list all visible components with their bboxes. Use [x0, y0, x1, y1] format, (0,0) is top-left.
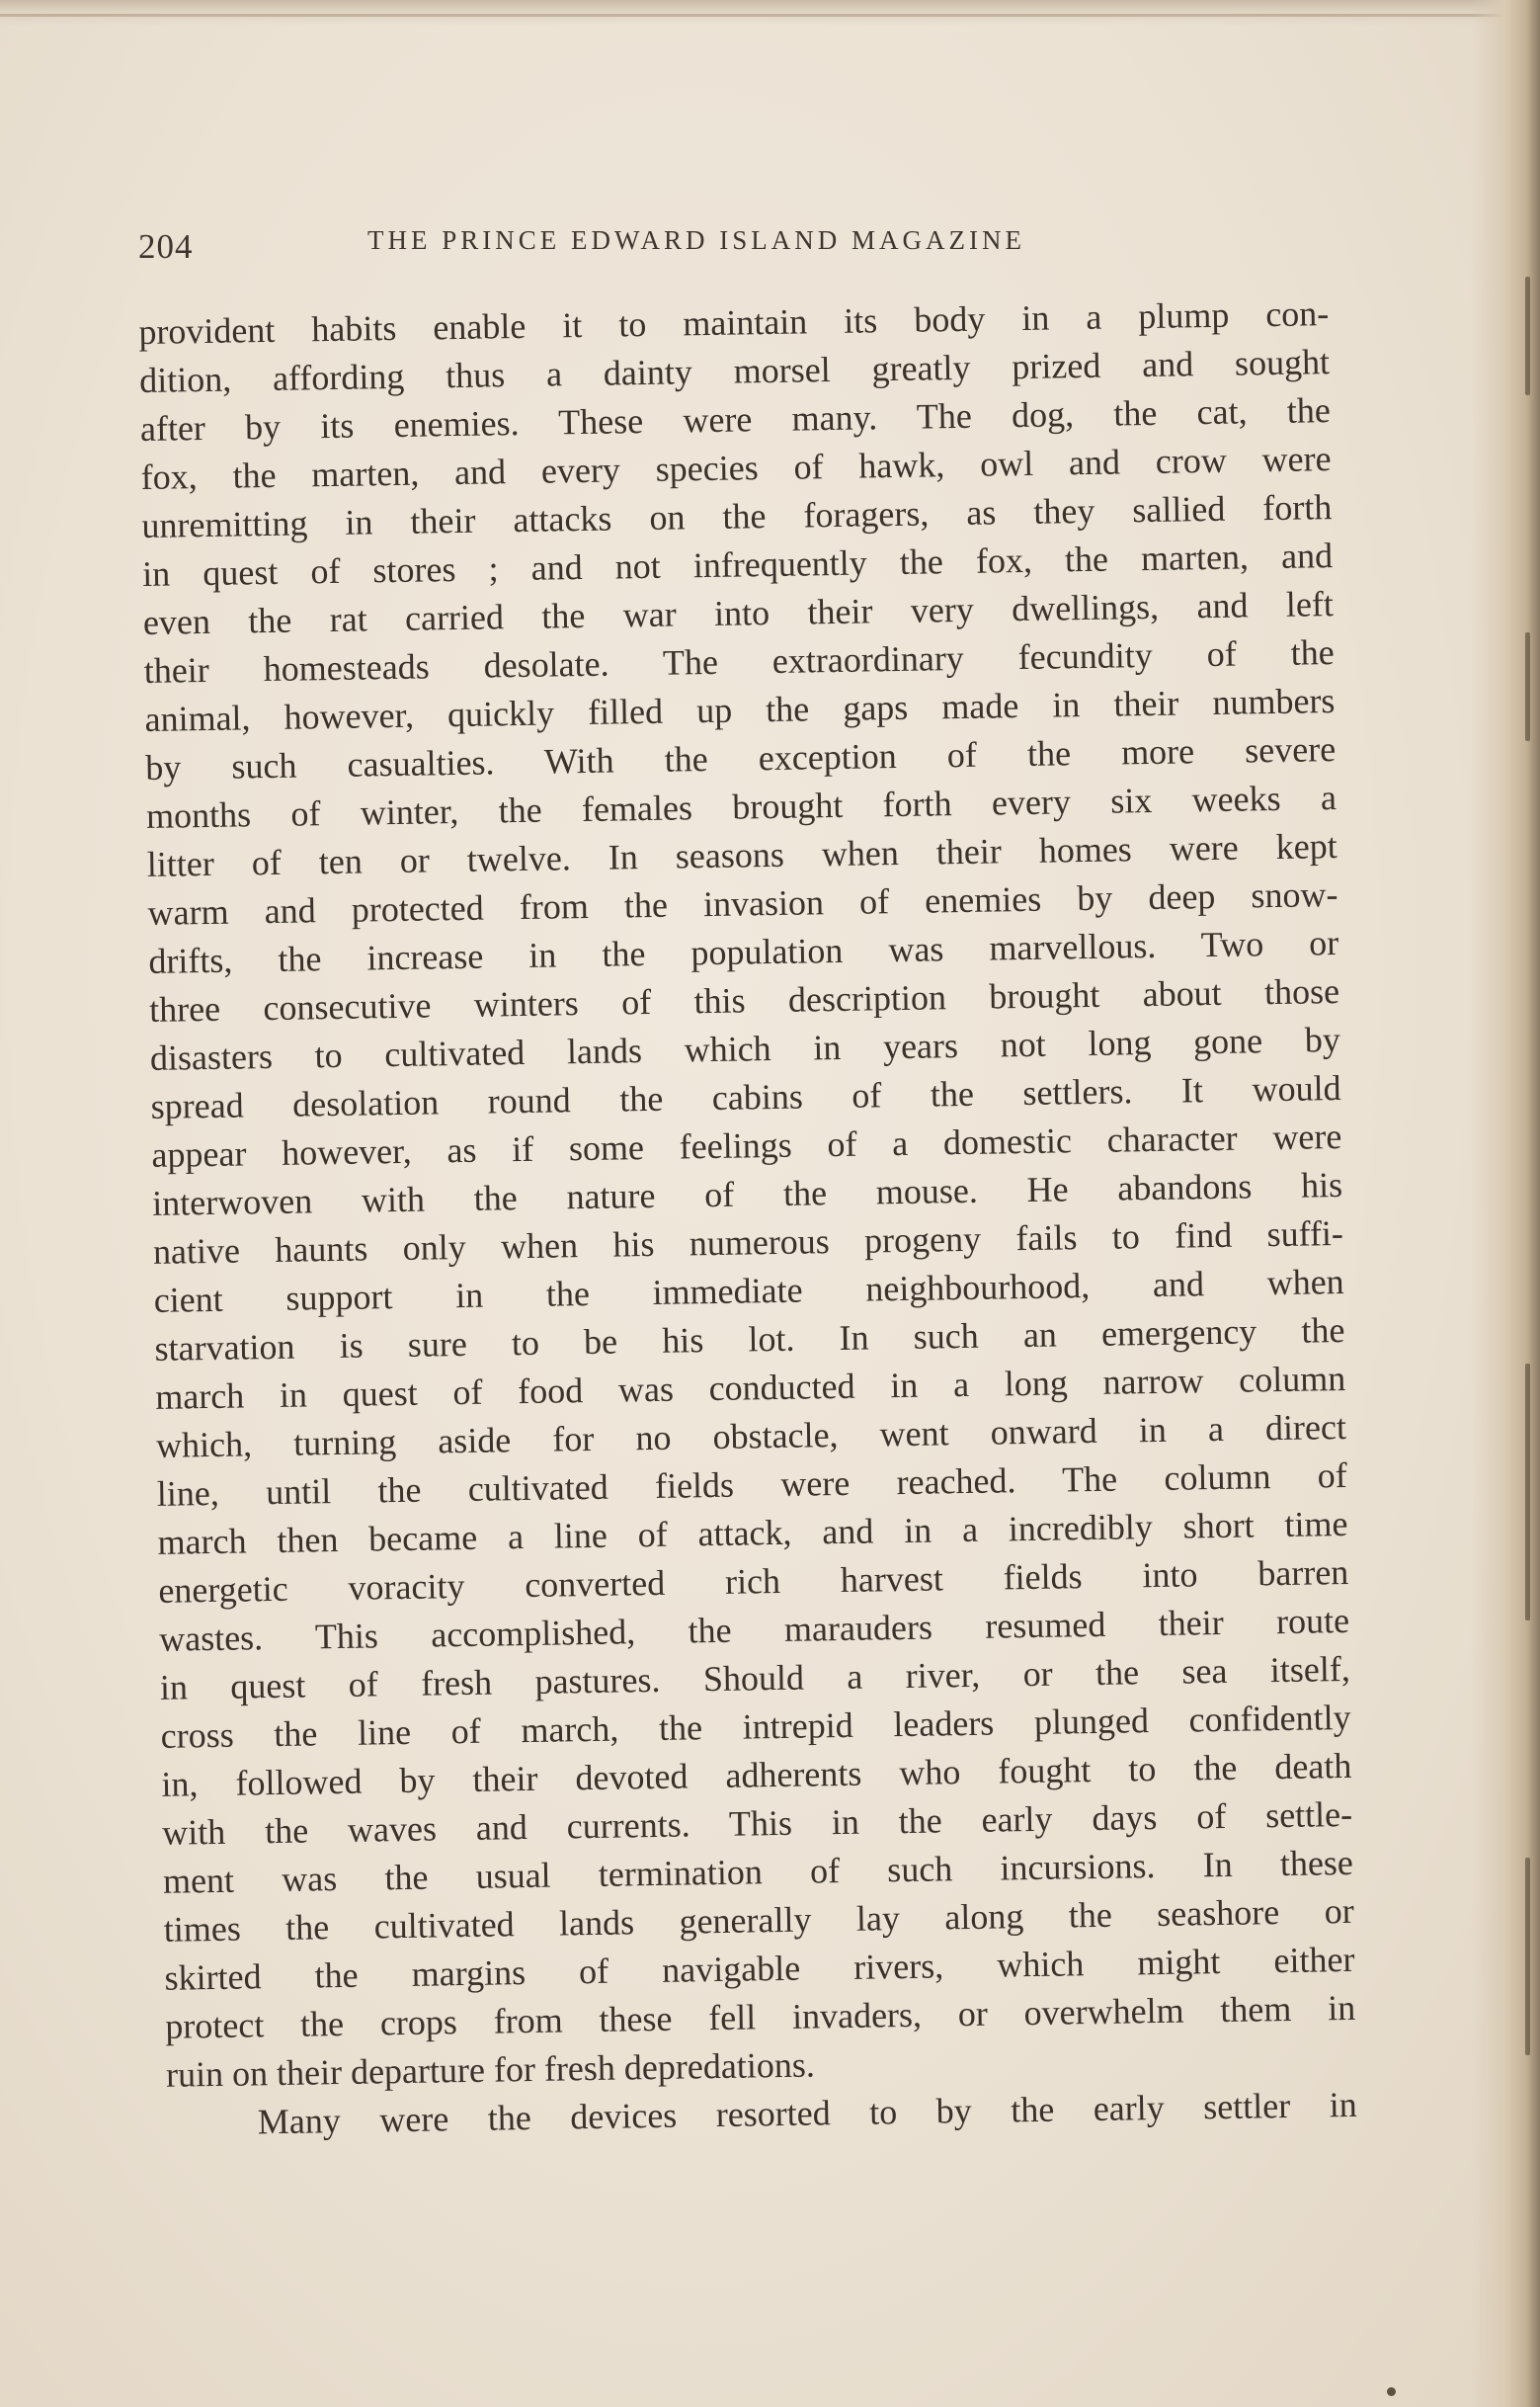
text-line: by such casualties. With the exception of the more severe	[144, 729, 1337, 788]
text-line: provident habits enable it to maintain its body in a plump con-	[138, 293, 1330, 352]
page-number: 204	[138, 227, 194, 266]
text-line: even the rat carried the war into their very dwellings, and left	[142, 584, 1335, 642]
text-line: native haunts only when his numerous progeny fails to find suffi-	[152, 1212, 1344, 1272]
text-line: in quest of fresh pastures. Should a river, or the sea itself,	[159, 1648, 1351, 1707]
text-line: disasters to cultivated lands which in years not long gone by	[149, 1019, 1341, 1078]
text-line: wastes. This accomplished, the marauders resumed their route	[158, 1600, 1350, 1659]
page-speck	[1387, 2387, 1396, 2396]
text-line: fox, the marten, and every species of hawk, owl and crow were	[140, 439, 1332, 497]
text-line: protect the crops from these fell invaders, or overwhelm them in	[165, 1987, 1356, 2046]
text-line: after by its enemies. These were many. The dog, the cat, the	[139, 390, 1332, 449]
text-line: unremitting in their attacks on the foragers, as they sallied forth	[141, 487, 1333, 545]
text-line: skirted the margins of navigable rivers, which might either	[164, 1939, 1355, 1998]
text-line: march then became a line of attack, and in a incredibly short time	[157, 1503, 1348, 1562]
text-line: cient support in the immediate neighbourhood, and when	[153, 1261, 1344, 1320]
text-line: ment was the usual termination of such incursions. In these	[162, 1842, 1354, 1901]
text-line: litter of ten or twelve. In seasons when their homes were kept	[146, 826, 1338, 884]
page-header	[138, 219, 1146, 269]
text-line: which, turning aside for no obstacle, went onward in a direct	[155, 1406, 1347, 1465]
text-line: energetic voracity converted rich harvest fields into barren	[158, 1551, 1349, 1611]
binding-mark	[1525, 277, 1530, 395]
text-line: appear however, as if some feelings of a domestic character were	[151, 1116, 1342, 1175]
binding-mark	[1525, 1858, 1530, 2055]
text-line: three consecutive winters of this description brought about those	[148, 970, 1340, 1030]
text-line: line, until the cultivated fields were reached. The column of	[156, 1454, 1348, 1514]
text-line: Many were the devices resorted to by the early settler in	[257, 2084, 1358, 2142]
running-title: THE PRINCE EDWARD ISLAND MAGAZINE	[367, 225, 1025, 255]
text-line: cross the line of march, the intrepid leaders plunged confidently	[160, 1697, 1351, 1756]
page-top-edge	[0, 0, 1540, 26]
text-line: months of winter, the females brought forth every six weeks a	[145, 778, 1337, 836]
body-text	[138, 290, 1357, 2148]
text-line: dition, affording thus a dainty morsel greatly prized and sought	[138, 342, 1331, 400]
text-line: starvation is sure to be his lot. In such an emergency the	[154, 1309, 1345, 1369]
binding-mark	[1525, 1364, 1530, 1620]
text-line: drifts, the increase in the population was marvellous. Two or	[148, 922, 1339, 981]
text-line: ruin on their departure for fresh depredations.	[165, 2044, 816, 2095]
text-line: spread desolation round the cabins of the settlers. It would	[150, 1067, 1341, 1126]
text-line: interwoven with the nature of the mouse. He abandons his	[151, 1164, 1343, 1223]
page-top-line	[0, 14, 1540, 17]
text-line: in quest of stores ; and not infrequently the fox, the marten, and	[141, 536, 1334, 594]
text-line: in, followed by their devoted adherents who fought to the death	[161, 1745, 1352, 1804]
text-line: with the waves and currents. This in the early days of settle-	[161, 1793, 1353, 1853]
binding-mark	[1525, 632, 1530, 741]
text-line: animal, however, quickly filled up the gaps made in their numbers	[144, 681, 1336, 739]
text-line: march in quest of food was conducted in a long narrow column	[154, 1358, 1346, 1417]
text-line: times the cultivated lands generally lay along the seashore or	[163, 1890, 1354, 1950]
text-line: their homesteads desolate. The extraordinary fecundity of the	[143, 632, 1335, 691]
text-line: warm and protected from the invasion of enemies by deep snow-	[147, 873, 1338, 933]
